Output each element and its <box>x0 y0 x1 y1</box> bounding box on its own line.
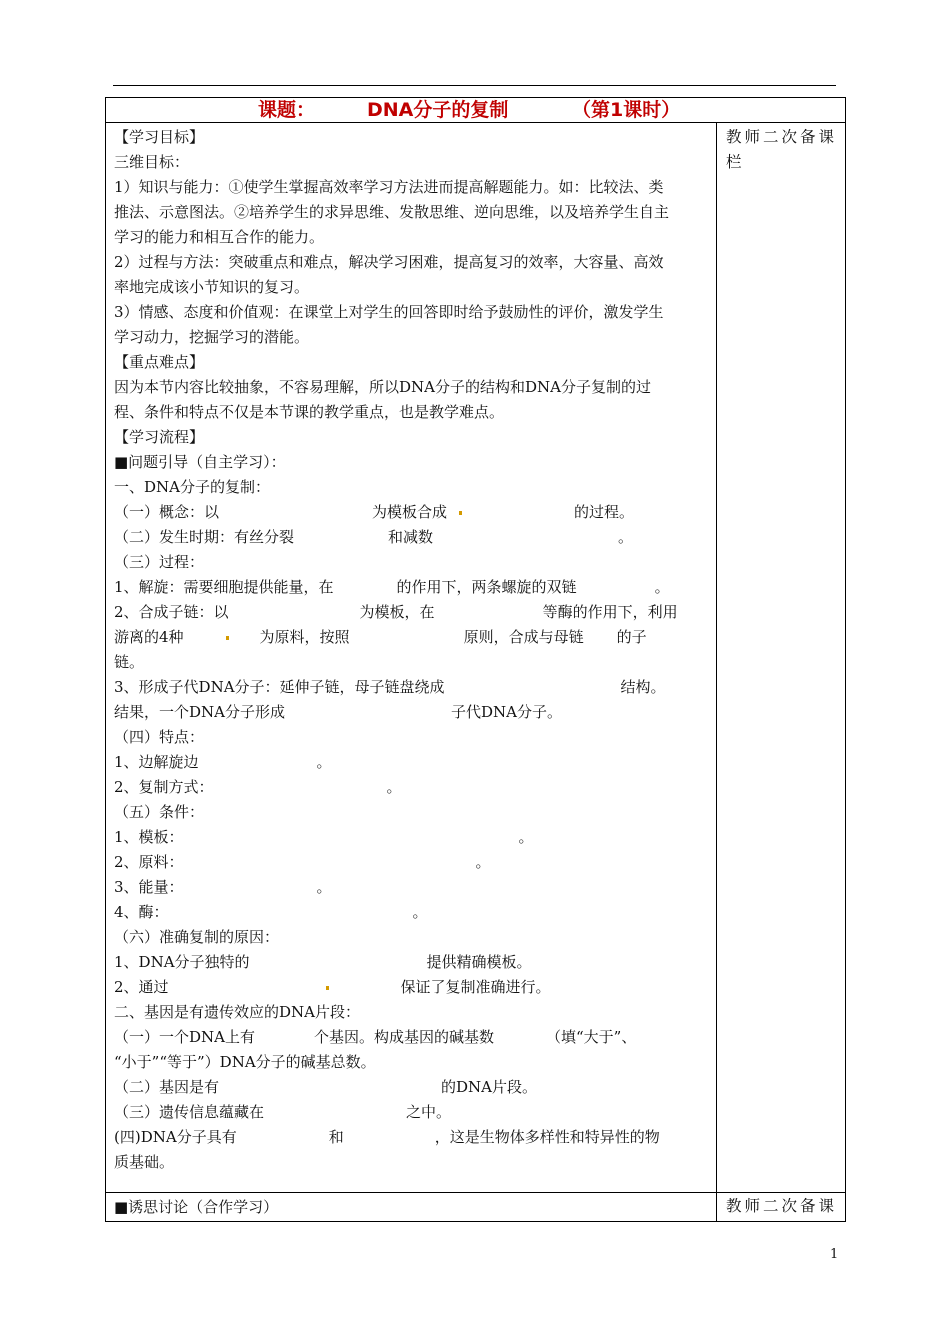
fill-line: （一）概念：以 为模板合成 的过程。 <box>114 503 635 521</box>
text-line: 质基础。 <box>114 1153 175 1171</box>
fill-line: 1、DNA分子独特的 提供精确模板。 <box>114 953 532 971</box>
title-prefix: 课题： <box>258 99 316 121</box>
fill-line: 游离的4种 为原料，按照 原则，合成与母链 的子 <box>114 628 647 646</box>
lesson-table <box>105 97 846 1222</box>
teacher-notes-column-label-2: 教师二次备课 <box>726 1197 838 1215</box>
text-line: 程、条件和特点不仅是本节课的教学重点，也是教学难点。 <box>114 403 505 421</box>
page-number: 1 <box>830 1247 839 1262</box>
text-line: （四）特点： <box>114 728 205 746</box>
fill-line: （三）遗传信息蕴藏在 之中。 <box>114 1103 452 1121</box>
fill-line: 1、模板： 。 <box>114 828 534 846</box>
marker-dot <box>326 986 329 990</box>
section-heading-key-points: 【重点难点】 <box>114 353 205 371</box>
row-divider <box>106 1192 845 1193</box>
text-line: 推法、示意图法。②培养学生的求异思维、发散思维、逆向思维，以及培养学生自主 <box>114 203 670 221</box>
title-row <box>106 98 845 123</box>
fill-line: （一）一个DNA上有 个基因。构成基因的碱基数 （填“大于”、 <box>114 1028 637 1046</box>
header-rule <box>113 85 836 86</box>
text-line: 学习的能力和相互合作的能力。 <box>114 228 325 246</box>
fill-line: 3、形成子代DNA分子：延伸子链，母子链盘绕成 结构。 <box>114 678 666 696</box>
text-line: 二、基因是有遗传效应的DNA片段： <box>114 1003 360 1021</box>
fill-line: （二）发生时期：有丝分裂 和减数 。 <box>114 528 634 546</box>
title-session: （第1课时） <box>572 99 681 121</box>
text-line: 3）情感、态度和价值观：在课堂上对学生的回答即时给予鼓励性的评价，激发学生 <box>114 303 664 321</box>
title-topic: DNA分子的复制 <box>367 99 509 121</box>
fill-line: 2、合成子链：以 为模板，在 等酶的作用下，利用 <box>114 603 678 621</box>
text-line: 学习动力，挖掘学习的潜能。 <box>114 328 310 346</box>
section-heading-discussion: ■诱思讨论（合作学习） <box>114 1198 279 1216</box>
column-divider <box>716 122 717 1221</box>
text-line: 因为本节内容比较抽象，不容易理解，所以DNA分子的结构和DNA分子复制的过 <box>114 378 651 396</box>
text-line: 一、DNA分子的复制： <box>114 478 270 496</box>
text-line: （六）准确复制的原因： <box>114 928 280 946</box>
section-heading-process: 【学习流程】 <box>114 428 205 446</box>
fill-line: 结果，一个DNA分子形成 子代DNA分子。 <box>114 703 562 721</box>
fill-line: 4、酶： 。 <box>114 903 428 921</box>
fill-line: 2、原料： 。 <box>114 853 491 871</box>
fill-line: （二）基因是有 的DNA片段。 <box>114 1078 537 1096</box>
text-line: “小于”“等于”）DNA分子的碱基总数。 <box>114 1053 376 1071</box>
text-line: 2）过程与方法：突破重点和难点，解决学习困难，提高复习的效率，大容量、高效 <box>114 253 664 271</box>
text-line: 率地完成该小节知识的复习。 <box>114 278 310 296</box>
text-line: 三维目标： <box>114 153 190 171</box>
fill-line: 2、复制方式： 。 <box>114 778 402 796</box>
fill-line: 1、解旋：需要细胞提供能量，在 的作用下，两条螺旋的双链 。 <box>114 578 670 596</box>
text-line: （三）过程： <box>114 553 205 571</box>
fill-line: 2、通过 保证了复制准确进行。 <box>114 978 551 996</box>
text-line: 链。 <box>114 653 145 671</box>
text-line: 1）知识与能力：①使学生掌握高效率学习方法进而提高解题能力。如：比较法、类 <box>114 178 664 196</box>
section-heading-objectives: 【学习目标】 <box>114 128 205 146</box>
text-line: （五）条件： <box>114 803 205 821</box>
marker-dot <box>459 511 462 515</box>
marker-dot <box>226 636 229 640</box>
fill-line: 3、能量： 。 <box>114 878 332 896</box>
fill-line: 1、边解旋边 。 <box>114 753 332 771</box>
fill-line: (四)DNA分子具有 和 ，这是生物体多样性和特异性的物 <box>114 1128 660 1146</box>
teacher-notes-column-label: 教师二次备课栏 <box>726 128 838 171</box>
text-line: ■问题引导（自主学习）： <box>114 453 286 471</box>
